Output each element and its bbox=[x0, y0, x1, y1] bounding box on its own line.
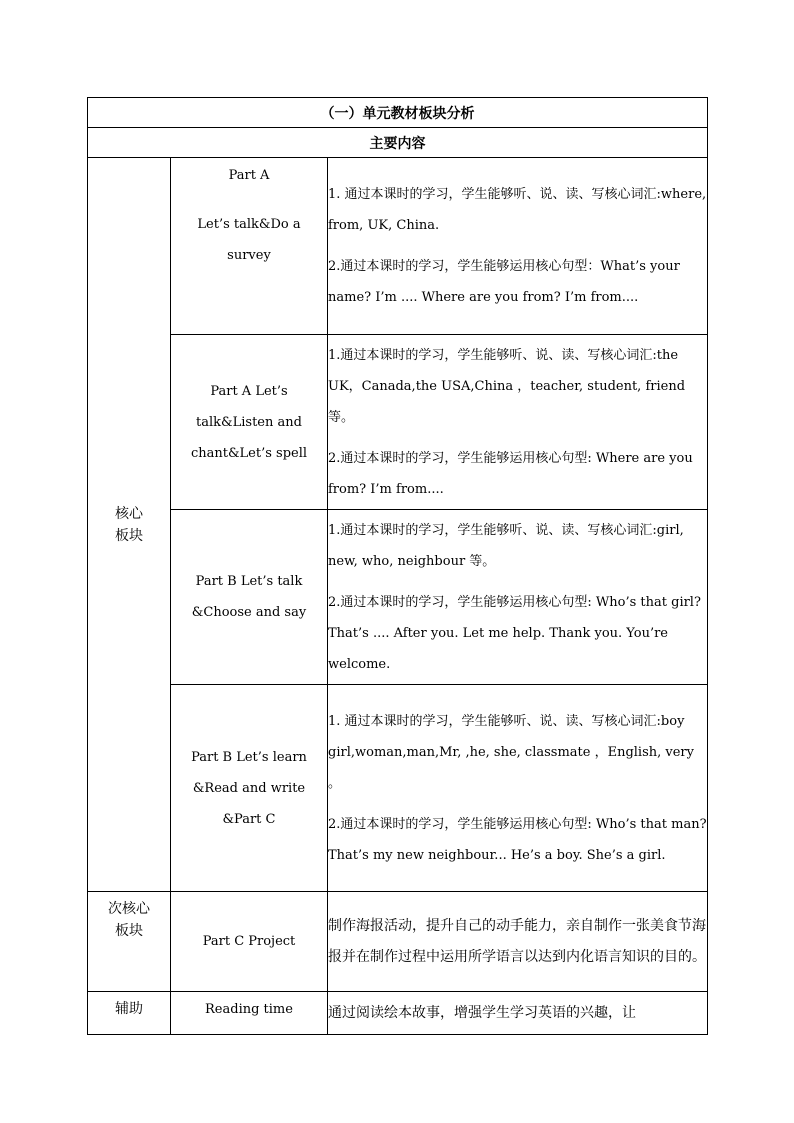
part-cell bbox=[171, 685, 328, 892]
content-cell: 通过阅读绘本故事，增强学生学习英语的兴趣，让 bbox=[328, 992, 708, 1035]
content-paragraph: 2.通过本课时的学习，学生能够运用核心句型: Where are you from? I’m from.... bbox=[328, 450, 693, 497]
content-paragraph: 2.通过本课时的学习，学生能够运用核心句型: Who’s that man? That’s my new neighbour... He’s a boy. She’s a girl. bbox=[328, 816, 707, 863]
table-row bbox=[88, 510, 708, 685]
part-line: &Read and write bbox=[192, 780, 306, 796]
part-cell: Reading time bbox=[171, 992, 328, 1035]
part-line: Let’s talk&Do a bbox=[197, 217, 301, 232]
table-row bbox=[88, 158, 708, 335]
part-line: chant&Let’s spell bbox=[190, 445, 308, 461]
content-paragraph: 1. 通过本课时的学习，学生能够听、说、读、写核心词汇:boy girl,woman,man,Mr, ,he, she, classmate ，English, very 。 bbox=[328, 713, 694, 791]
table-title: （一）单元教材板块分析 bbox=[88, 98, 708, 128]
table-subtitle: 主要内容 bbox=[88, 128, 708, 158]
core-label-line2: 板块 bbox=[115, 527, 143, 544]
secondary-section-label bbox=[88, 892, 171, 992]
content-paragraph: 2.通过本课时的学习，学生能够运用核心句型：What’s your name? I’m .... Where are you from? I’m from.... bbox=[328, 259, 680, 305]
unit-analysis-table bbox=[87, 97, 708, 1035]
part-line: Part B Let’s learn bbox=[191, 749, 307, 765]
content-paragraph: 1. 通过本课时的学习，学生能够听、说、读、写核心词汇:where, from, UK, China. bbox=[328, 187, 707, 233]
core-section-label bbox=[88, 158, 171, 892]
part-line: Part A Let’s bbox=[210, 383, 288, 399]
table-row bbox=[88, 892, 708, 992]
content-cell: 制作海报活动，提升自己的动手能力，亲自制作一张美食节海报并在制作过程中运用所学语言以达到内化语言知识的目的。 bbox=[328, 892, 708, 992]
part-cell bbox=[171, 335, 328, 510]
content-paragraph: 2.通过本课时的学习，学生能够运用核心句型: Who’s that girl? That’s .... After you. Let me help. Thank you. You’re welcome. bbox=[328, 594, 701, 672]
part-cell bbox=[171, 158, 328, 335]
part-line: &Choose and say bbox=[191, 605, 307, 620]
secondary-label-line2: 板块 bbox=[115, 923, 143, 939]
part-cell bbox=[171, 510, 328, 685]
part-cell: Part C Project bbox=[171, 892, 328, 992]
auxiliary-section-label: 辅助 bbox=[88, 992, 171, 1035]
table-row bbox=[88, 335, 708, 510]
content-cell bbox=[328, 510, 708, 685]
content-cell bbox=[328, 158, 708, 335]
part-line: Part A bbox=[228, 168, 270, 183]
part-line: &Part C bbox=[222, 811, 276, 827]
part-line: survey bbox=[227, 248, 271, 263]
content-cell bbox=[328, 335, 708, 510]
part-line: Part B Let’s talk bbox=[195, 574, 303, 589]
content-paragraph: 1.通过本课时的学习，学生能够听、说、读、写核心词汇:girl, new, who, neighbour 等。 bbox=[328, 522, 684, 569]
table-row bbox=[88, 685, 708, 892]
table-row bbox=[88, 992, 708, 1035]
secondary-label-line1: 次核心 bbox=[108, 901, 150, 917]
part-line: talk&Listen and bbox=[196, 414, 302, 430]
core-label-line1: 核心 bbox=[115, 505, 143, 522]
content-cell bbox=[328, 685, 708, 892]
content-paragraph: 1.通过本课时的学习，学生能够听、说、读、写核心词汇:the UK，Canada,the USA,China ，teacher, student, friend 等。 bbox=[328, 347, 686, 425]
